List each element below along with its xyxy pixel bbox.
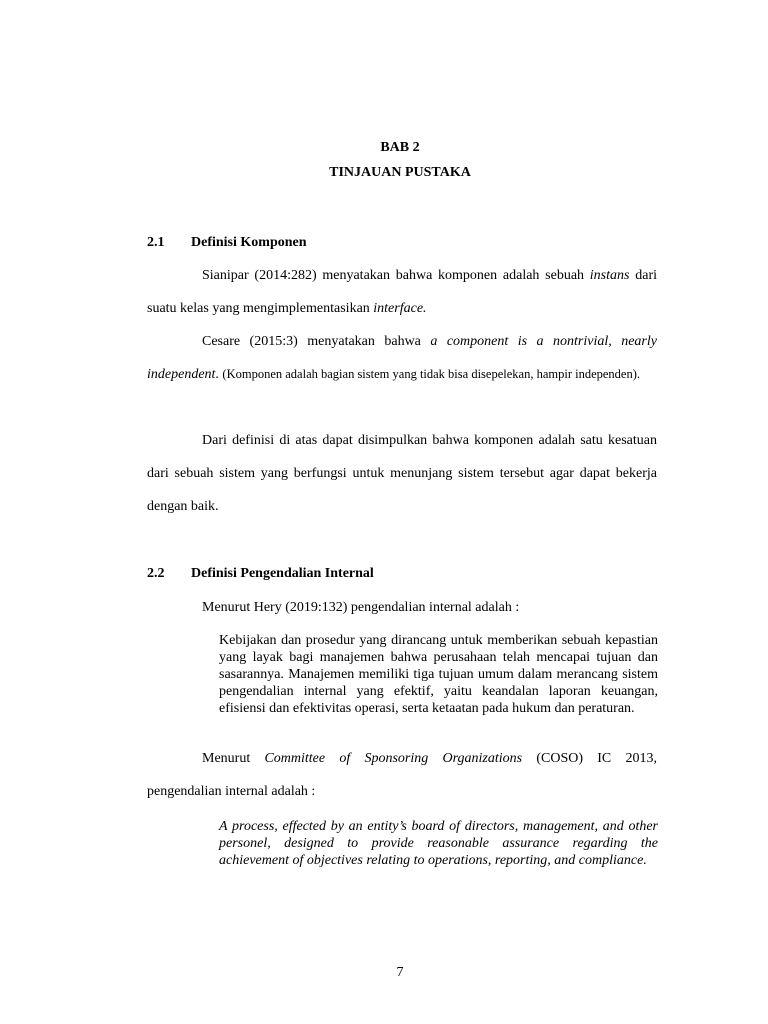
section-number: 2.2 <box>147 566 165 581</box>
text-run: Cesare (2015:3) menyatakan bahwa <box>202 334 431 349</box>
block-quote-coso: A process, effected by an entity’s board of directors, management, and other personel, designed to provide reasonable assurance regarding the achievement of objectives relating to operations, reporting, and compliance. <box>219 819 658 868</box>
text-run: (COSO) IC 2013, pengendalian internal adalah : <box>147 751 657 799</box>
chapter-label: BAB 2 <box>380 140 420 155</box>
section-heading-2-1 <box>147 235 307 251</box>
paragraph-cesare <box>147 325 657 391</box>
text-run: dari suatu kelas yang mengimplementasikan <box>147 268 657 316</box>
text-run: Sianipar (2014:282) menyatakan bahwa komponen adalah sebuah <box>202 268 590 283</box>
section-title: Definisi Pengendalian Internal <box>191 566 374 581</box>
paragraph-hery <box>147 591 657 624</box>
section-title: Definisi Komponen <box>191 235 307 250</box>
text-run: Menurut <box>202 751 265 766</box>
paragraph-coso <box>147 742 657 808</box>
text-run: . <box>215 367 223 382</box>
page-number: 7 <box>396 965 404 980</box>
section-number: 2.1 <box>147 235 165 250</box>
italic-quote: a component is a nontrivial, nearly independent <box>147 334 657 382</box>
text-run: Dari definisi di atas dapat disimpulkan bahwa komponen adalah satu kesatuan dari sebuah sistem yang berfungsi untuk menunjang sistem tersebut agar dapat bekerja dengan baik. <box>147 433 657 514</box>
italic-term: interface. <box>373 301 427 316</box>
italic-term: instans <box>589 268 630 283</box>
text-run: Menurut Hery (2019:132) pengendalian internal adalah : <box>202 600 520 615</box>
chapter-title: TINJAUAN PUSTAKA <box>329 165 471 180</box>
section-heading-2-2 <box>147 566 374 582</box>
paragraph-conclusion <box>147 424 657 523</box>
paragraph-sianipar <box>147 259 657 325</box>
translation-text: (Komponen adalah bagian sistem yang tidak bisa disepelekan, hampir independen). <box>222 367 641 381</box>
block-quote-hery: Kebijakan dan prosedur yang dirancang untuk memberikan sebuah kepastian yang layak bagi manajemen bahwa perusahaan telah mencapai tujuan dan sasarannya. Manajemen memiliki tiga tujuan umum dalam merancang sistem pengendalian internal yang efektif, yaitu keandalan laporan keuangan, efisiensi dan efektivitas operasi, serta ketaatan pada hukum dan peraturan. <box>219 633 658 716</box>
italic-term: Committee of Sponsoring Organizations <box>264 751 523 766</box>
